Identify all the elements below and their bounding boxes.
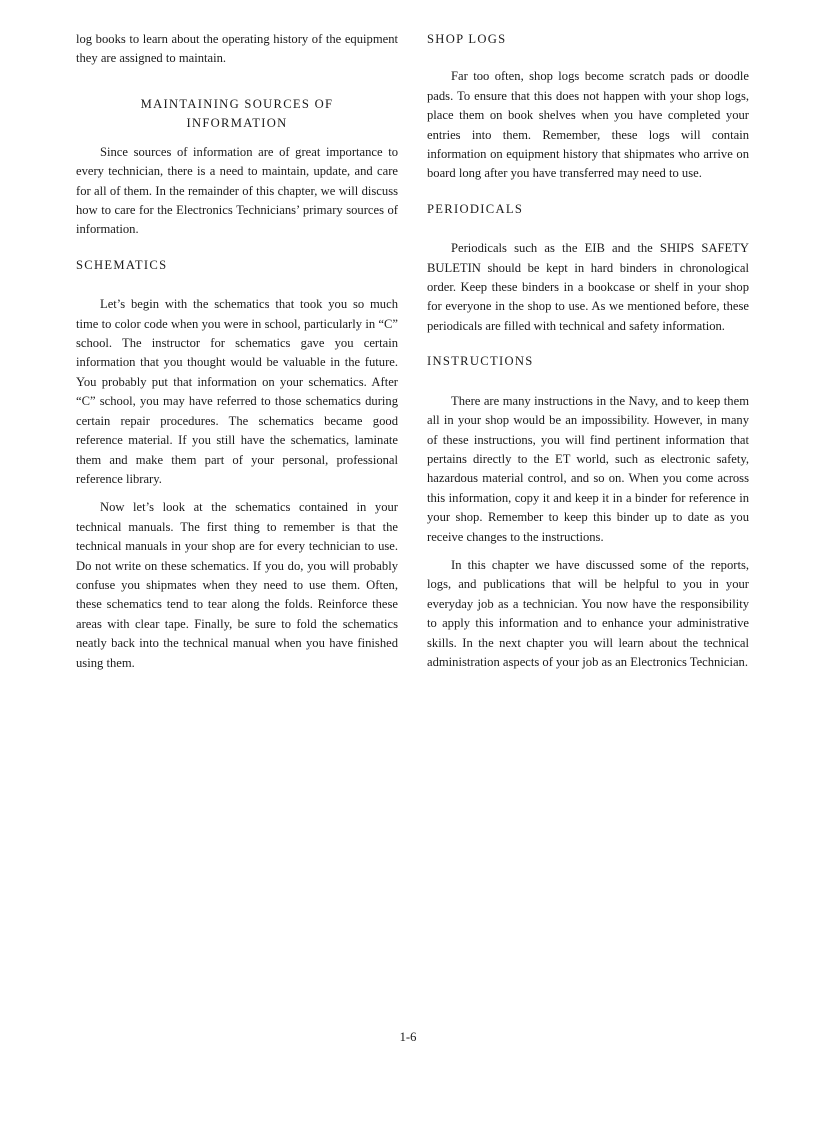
schematics-paragraph-1: Let’s begin with the schematics that took you so much time to color code when you were in school, particularly in “C” school. The instructor for schematics gave you certain information that you thought would be valuable in the future. You probably put that information on your schematics. After “C” school, you may have referred to those schematics during certain repair procedures. The schematics became good reference material. If you still have the schematics, laminate them and make them part of your personal, professional reference library. [76,297,398,486]
schematics-paragraph-2: Now let’s look at the schematics contained in your technical manuals. The first thing to remember is that the technical manuals in your shop are for every technician to use. Do not write on these schematics. If you do, you will probably confuse you shipmates when they need to use them. Often, these schematics tend to tear along the folds. Reinforce these areas with clear tape. Finally, be sure to fold the schematics neatly back into the technical manual when you have finished using them. [76,500,398,670]
shop-logs-paragraph: Far too often, shop logs become scratch pads or doodle pads. To ensure that this does not happen with your shop logs, place them on book shelves when you have completed your entries into them. Remember, these logs will contain information on equipment history that shipmates who arrive on board long after you have transferred may need to use. [427,69,749,181]
left-column [76,30,398,682]
section-heading-line-2: INFORMATION [186,115,288,130]
schematics-heading: SCHEMATICS [76,257,168,272]
periodicals-heading: PERIODICALS [427,201,524,216]
summary-paragraph: In this chapter we have discussed some of the reports, logs, and publications that will be helpful to you in your everyday job as a technician. You now have the responsibility to apply this information and to enhance your administrative skills. In the next chapter you will learn about the technical administration aspects of your job as an Electronics Technician. [427,557,749,669]
shop-logs-heading: SHOP LOGS [427,32,507,46]
section-heading-line-1: MAINTAINING SOURCES OF [140,96,334,111]
instructions-heading: INSTRUCTIONS [427,354,534,369]
instructions-paragraph: There are many instructions in the Navy, and to keep them all in your shop would be an impossibility. However, in many of these instructions, you will find pertinent information that pertains directly to the ET world, such as electronic safety, hazardous material control, and so on. When you come across this information, copy it and keep it in a binder for reference in your shop. Remember to keep this binder up to date as you receive changes to the instructions. [427,393,749,544]
intro-paragraph: Since sources of information are of great importance to every technician, there is a need to maintain, update, and care for all of them. In the remainder of this chapter, we will discuss how to care for the Electronics Technicians’ primary sources of information. [76,144,398,237]
page-number: 1-6 [399,1030,417,1044]
periodicals-paragraph: Periodicals such as the EIB and the SHIPS SAFETY BULETIN should be kept in hard binders in chronological order. Keep these binders in a bookcase or shelf in your shop for everyone in the shop to use. As we mentioned before, these periodicals are filled with technical and safety information. [427,241,749,333]
right-column [427,30,749,681]
continued-paragraph: log books to learn about the operating history of the equipment they are assigned to maintain. [76,32,398,66]
section-heading-maintaining-sources [76,95,398,133]
